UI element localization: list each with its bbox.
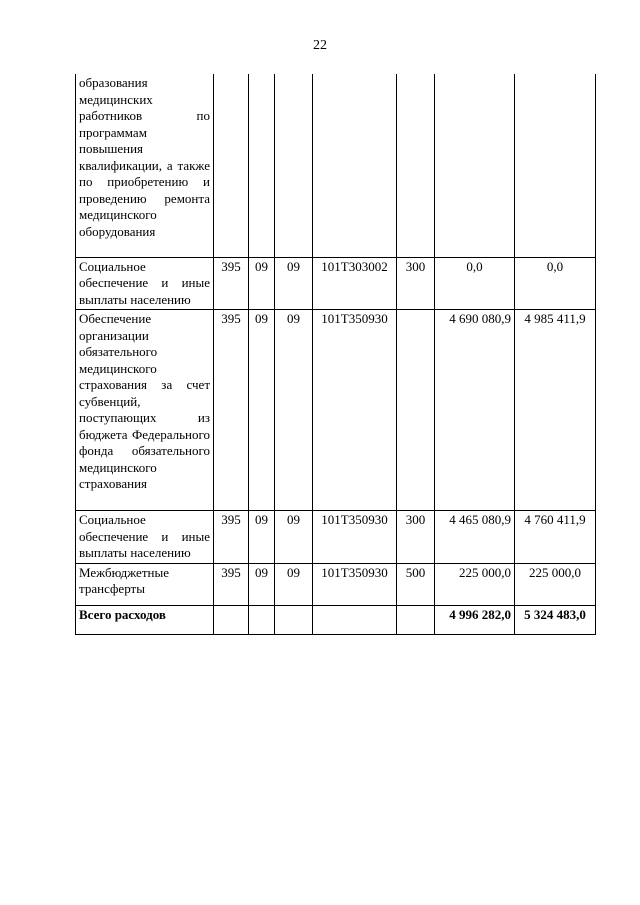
budget-table — [75, 74, 596, 635]
row-gr: 395 — [214, 310, 249, 511]
row-sum2: 4 760 411,9 — [515, 511, 596, 564]
row-sum1: 4 465 080,9 — [435, 511, 515, 564]
table-row — [76, 310, 596, 511]
row-pr: 09 — [275, 511, 313, 564]
row-name: образования медицинских работников по программам повышения квалификации, а также по приобретению и проведению ремонта медицинского оборудования — [76, 74, 214, 257]
row-rz: 09 — [249, 257, 275, 310]
row-pr — [275, 74, 313, 257]
row-pr: 09 — [275, 563, 313, 605]
total-label: Всего расходов — [76, 605, 214, 634]
row-sum2: 4 985 411,9 — [515, 310, 596, 511]
row-vr: 300 — [397, 257, 435, 310]
row-name: Социальное обеспечение и иные выплаты населению — [76, 257, 214, 310]
row-vr: 500 — [397, 563, 435, 605]
row-sum1 — [435, 74, 515, 257]
row-csr: 101Т350930 — [313, 563, 397, 605]
row-vr: 300 — [397, 511, 435, 564]
row-sum2 — [515, 74, 596, 257]
row-sum2: 225 000,0 — [515, 563, 596, 605]
total-empty — [313, 605, 397, 634]
total-empty — [275, 605, 313, 634]
row-rz: 09 — [249, 310, 275, 511]
row-vr — [397, 310, 435, 511]
row-csr: 101Т350930 — [313, 511, 397, 564]
row-rz: 09 — [249, 563, 275, 605]
row-rz — [249, 74, 275, 257]
row-sum2: 0,0 — [515, 257, 596, 310]
row-gr: 395 — [214, 511, 249, 564]
page-number: 22 — [313, 38, 327, 53]
row-csr: 101Т303002 — [313, 257, 397, 310]
total-row — [76, 605, 596, 634]
row-gr — [214, 74, 249, 257]
total-empty — [214, 605, 249, 634]
row-gr: 395 — [214, 563, 249, 605]
total-empty — [249, 605, 275, 634]
table-row — [76, 563, 596, 605]
row-vr — [397, 74, 435, 257]
total-sum2: 5 324 483,0 — [515, 605, 596, 634]
row-gr: 395 — [214, 257, 249, 310]
table-row — [76, 511, 596, 564]
row-name: Обеспечение организации обязательного медицинского страхования за счет субвенций, поступающих из бюджета Федерального фонда обязательного медицинского страхования — [76, 310, 214, 511]
row-pr: 09 — [275, 257, 313, 310]
row-pr: 09 — [275, 310, 313, 511]
row-name: Социальное обеспечение и иные выплаты населению — [76, 511, 214, 564]
row-csr — [313, 74, 397, 257]
row-csr: 101Т350930 — [313, 310, 397, 511]
table-row — [76, 257, 596, 310]
total-sum1: 4 996 282,0 — [435, 605, 515, 634]
total-empty — [397, 605, 435, 634]
row-sum1: 225 000,0 — [435, 563, 515, 605]
row-rz: 09 — [249, 511, 275, 564]
table-row — [76, 74, 596, 257]
row-sum1: 0,0 — [435, 257, 515, 310]
row-name: Межбюджетные трансферты — [76, 563, 214, 605]
row-sum1: 4 690 080,9 — [435, 310, 515, 511]
